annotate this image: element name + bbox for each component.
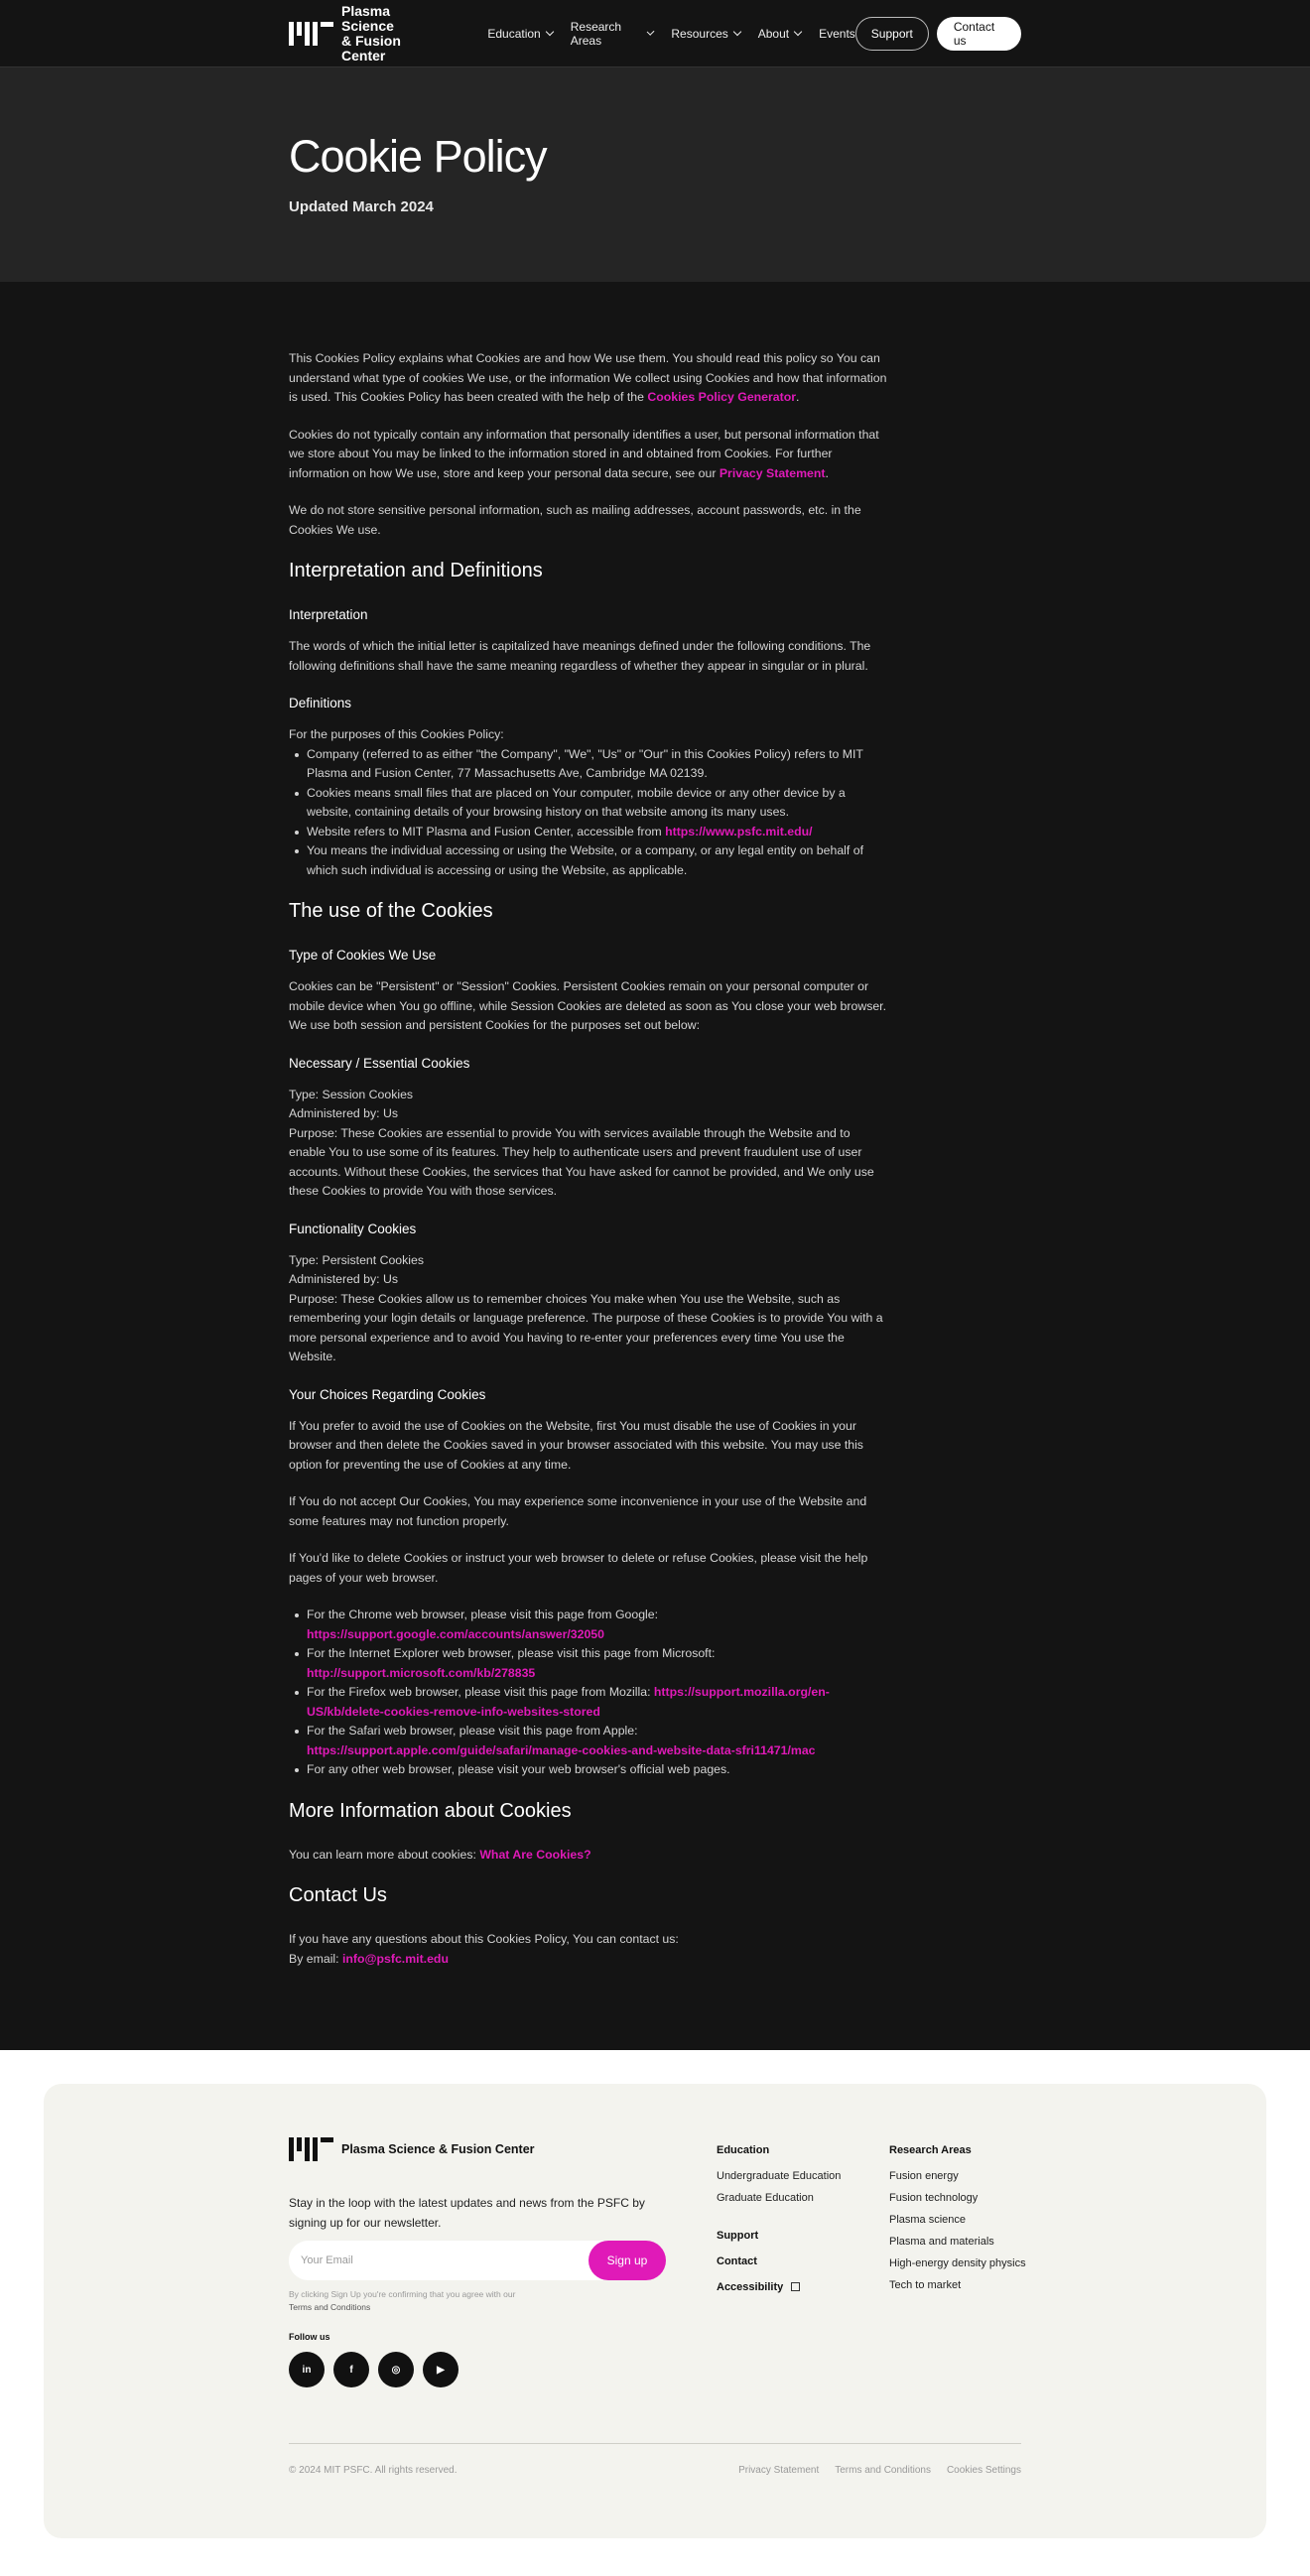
youtube-icon[interactable]: ▶ <box>423 2352 458 2387</box>
fine-print-text: By clicking Sign Up you're confirming that you agree with our <box>289 2289 516 2299</box>
heading-your-choices: Your Choices Regarding Cookies <box>289 1386 486 1402</box>
browser-firefox-text: For the Firefox web browser, please visit this page from Mozilla: <box>307 1685 654 1699</box>
policy-content <box>0 282 1310 2050</box>
choices-paragraph-2: If You do not accept Our Cookies, You may experience some inconvenience in your use of the Website and some features may not function properly. <box>289 1494 867 1528</box>
newsletter-form <box>289 2241 666 2280</box>
definition-you: You means the individual accessing or using the Website, or a company, or any legal entity on behalf of which such individual is accessing or using the Website, as applicable. <box>289 841 888 880</box>
nav-research-label: Research Areas <box>570 20 622 48</box>
sensitive-info-paragraph: We do not store sensitive personal information, such as mailing addresses, account passwords, etc. in the Cookies We use. <box>289 503 861 537</box>
definition-company: Company (referred to as either "the Company", "We", "Us" or "Our" in this Cookies Policy) refers to MIT Plasma and Fusion Center, 77 Massachusetts Ave, Cambridge MA 02139. <box>289 745 888 784</box>
browser-safari-item <box>289 1722 888 1760</box>
page-title: Cookie Policy <box>289 131 547 182</box>
main-menu <box>487 20 854 48</box>
personal-info-text: Cookies do not typically contain any information that personally identifies a user, but personal information that we store about You may be linked to the information stored in and obtained from Cookies. For further information on how We use, store and keep your personal data secure, see our <box>289 427 879 480</box>
nav-about[interactable] <box>758 20 801 48</box>
accessibility-label: Accessibility <box>717 2281 784 2293</box>
browser-ie-text: For the Internet Explorer web browser, please visit this page from Microsoft: <box>307 1646 716 1660</box>
logo-line-2: & Fusion Center <box>341 33 401 64</box>
footer-logo[interactable] <box>289 2137 535 2161</box>
interpretation-text: The words of which the initial letter is capitalized have meanings defined under the following conditions. The following definitions shall have the same meaning regardless of whether they appear in singular or in plural. <box>289 639 871 673</box>
functionality-admin: Administered by: Us <box>289 1272 399 1286</box>
functionality-cookies-paragraph <box>289 1251 888 1367</box>
follow-us-label: Follow us <box>289 2332 330 2342</box>
nav-education[interactable] <box>487 20 552 48</box>
intro-paragraph: This Cookies Policy explains what Cookies are and how We use them. You should read this policy so You can understand what type of cookies We use, or the information We collect using Cookies and how that information is used. This Cookies Policy has been created with the help of the Cookies Policy Generator. <box>289 351 887 404</box>
functionality-purpose: Purpose: These Cookies allow us to remember choices You make when You use the Website, such as remembering your login details or language preference. The purpose of these Cookies is to provide You with a more personal experience and to avoid You having to re-enter your preferences every time You use the Website. <box>289 1291 883 1363</box>
cookies-settings-link[interactable]: Cookies Settings <box>946 2465 1021 2476</box>
browser-safari-text: For the Safari web browser, please visit this page from Apple: <box>307 1724 638 1738</box>
contact-text: If you have any questions about this Cookies Policy, You can contact us: <box>289 1932 679 1946</box>
footer-support-link[interactable]: Support <box>717 2230 759 2242</box>
footer-link-undergraduate[interactable]: Undergraduate Education <box>717 2170 842 2182</box>
necessary-admin: Administered by: Us <box>289 1106 399 1120</box>
external-link-icon <box>791 2282 800 2291</box>
chevron-down-icon <box>733 28 741 36</box>
footer-link-graduate[interactable]: Graduate Education <box>717 2192 814 2204</box>
privacy-statement-footer-link[interactable]: Privacy Statement <box>738 2465 820 2476</box>
psfc-website-link[interactable]: https://www.psfc.mit.edu/ <box>665 824 813 838</box>
terms-link[interactable]: Terms and Conditions <box>289 2302 371 2312</box>
heading-definitions: Definitions <box>289 696 352 710</box>
facebook-icon[interactable]: f <box>333 2352 369 2387</box>
heading-use-of-cookies: The use of the Cookies <box>289 900 493 922</box>
chrome-help-link[interactable]: https://support.google.com/accounts/answer/32050 <box>307 1626 604 1641</box>
browser-chrome-text: For the Chrome web browser, please visit this page from Google: <box>307 1608 659 1621</box>
footer-divider <box>289 2443 1021 2444</box>
footer-link-plasma-science[interactable]: Plasma science <box>889 2214 967 2226</box>
functionality-type: Type: Persistent Cookies <box>289 1252 425 1267</box>
footer-column-education <box>717 2139 841 2302</box>
heading-types-of-cookies: Type of Cookies We Use <box>289 948 437 963</box>
footer-wrapper <box>0 2050 1310 2576</box>
definition-cookies: Cookies means small files that are placed on Your computer, mobile device or any other device by a website, containing details of your browsing history on that website among its many uses. <box>289 784 888 823</box>
signup-button[interactable]: Sign up <box>589 2241 666 2280</box>
what-are-cookies-link[interactable]: What Are Cookies? <box>479 1847 591 1862</box>
site-footer <box>44 2084 1266 2538</box>
safari-help-link[interactable]: https://support.apple.com/guide/safari/manage-cookies-and-website-data-sfri11471/mac <box>307 1742 816 1757</box>
chevron-down-icon <box>647 28 655 36</box>
logo-line-1: Plasma Science <box>341 3 394 34</box>
footer-column-research <box>889 2139 1026 2296</box>
chevron-down-icon <box>794 28 802 36</box>
necessary-type: Type: Session Cookies <box>289 1087 414 1101</box>
cookies-policy-generator-link[interactable]: Cookies Policy Generator <box>647 390 797 404</box>
footer-accessibility-link[interactable] <box>717 2276 841 2298</box>
social-links <box>289 2352 458 2387</box>
types-text-2: We use both session and persistent Cookies for the purposes set out below: <box>289 1018 701 1032</box>
heading-necessary-cookies: Necessary / Essential Cookies <box>289 1055 470 1071</box>
terms-conditions-footer-link[interactable]: Terms and Conditions <box>835 2465 931 2476</box>
definitions-list <box>289 745 888 881</box>
definitions-intro: For the purposes of this Cookies Policy: <box>289 727 504 741</box>
site-logo[interactable] <box>289 4 443 64</box>
footer-education-heading[interactable]: Education <box>717 2144 770 2156</box>
personal-info-paragraph: Cookies do not typically contain any information that personally identifies a user, but personal information that we store about You may be linked to the information stored in and obtained from Cookies. For further information on how We use, store and keep your personal data secure, see our Privacy Statement. <box>289 427 879 480</box>
contact-us-button[interactable]: Contact us <box>937 17 1021 51</box>
nav-buttons <box>855 17 1021 51</box>
contact-email-link[interactable]: info@psfc.mit.edu <box>342 1951 449 1966</box>
types-paragraph <box>289 977 888 1036</box>
footer-link-plasma-materials[interactable]: Plasma and materials <box>889 2236 994 2248</box>
nav-resources-label: Resources <box>671 27 728 41</box>
contact-email-label: By email: <box>289 1951 342 1966</box>
more-info-paragraph <box>289 1846 888 1866</box>
chevron-down-icon <box>545 28 553 36</box>
footer-logo-text: Plasma Science & Fusion Center <box>341 2142 535 2156</box>
definition-website <box>289 823 888 842</box>
copyright: © 2024 MIT PSFC. All rights reserved. <box>289 2465 458 2476</box>
more-info-text: You can learn more about cookies: <box>289 1847 480 1862</box>
signup-fine-print <box>289 2288 547 2314</box>
hero-banner <box>0 67 1310 282</box>
mit-logo-icon <box>289 2137 333 2161</box>
nav-education-label: Education <box>487 27 541 41</box>
privacy-statement-link[interactable]: Privacy Statement <box>719 465 826 480</box>
newsletter-text: Stay in the loop with the latest updates and news from the PSFC by signing up for our newsletter. <box>289 2196 645 2230</box>
footer-link-tech-to-market[interactable]: Tech to market <box>889 2279 962 2291</box>
necessary-purpose: Purpose: These Cookies are essential to provide You with services available through the Website and to enable You to use some of its features. They help to authenticate users and prevent fraudulent use of user accounts. Without these Cookies, the services that You have asked for cannot be provided, and We only use these Cookies to provide You with those services. <box>289 1125 874 1198</box>
definition-website-text: Website refers to MIT Plasma and Fusion Center, accessible from <box>307 824 666 838</box>
nav-research-areas[interactable] <box>571 20 654 48</box>
choices-paragraph-3: If You'd like to delete Cookies or instruct your web browser to delete or refuse Cookies, please visit the help pages of your web browser. <box>289 1551 868 1585</box>
nav-about-label: About <box>757 27 790 41</box>
heading-contact-us: Contact Us <box>289 1884 387 1906</box>
instagram-icon[interactable]: ◎ <box>378 2352 414 2387</box>
nav-resources[interactable] <box>671 20 739 48</box>
intro-text: This Cookies Policy explains what Cookies are and how We use them. You should read this policy so You can understand what type of cookies We use, or the information We collect using Cookies and how that information is used. This Cookies Policy has been created with the help of the <box>289 351 887 404</box>
types-text: Cookies can be "Persistent" or "Session" Cookies. Persistent Cookies remain on your personal computer or mobile device when You go offline, while Session Cookies are deleted as soon as You close your web browser. <box>289 979 887 1013</box>
updated-date: Updated March 2024 <box>289 198 434 215</box>
necessary-cookies-paragraph <box>289 1086 888 1202</box>
legal-links <box>738 2465 1021 2476</box>
heading-interpretation: Interpretation <box>289 607 368 622</box>
firefox-help-link[interactable]: https://support.mozilla.org/en-US/kb/delete-cookies-remove-info-websites-stored <box>307 1685 830 1719</box>
contact-paragraph <box>289 1930 888 1969</box>
email-input[interactable] <box>289 2241 577 2280</box>
browser-ie-item <box>289 1644 888 1683</box>
browser-chrome-item <box>289 1606 888 1644</box>
nav-events[interactable]: Events <box>819 27 855 41</box>
footer-link-hed-physics[interactable]: High-energy density physics <box>889 2257 1026 2269</box>
footer-link-fusion-technology[interactable]: Fusion technology <box>889 2192 979 2204</box>
choices-paragraph-1: If You prefer to avoid the use of Cookies on the Website, first You must disable the use of Cookies in your browser and then delete the Cookies saved in your browser associated with this website. You may use this option for preventing the use of Cookies at any time. <box>289 1418 863 1472</box>
footer-contact-link[interactable]: Contact <box>717 2255 757 2267</box>
footer-research-heading[interactable]: Research Areas <box>889 2144 972 2156</box>
linkedin-icon[interactable]: in <box>289 2352 325 2387</box>
footer-link-fusion-energy[interactable]: Fusion energy <box>889 2170 959 2182</box>
ie-help-link[interactable]: http://support.microsoft.com/kb/278835 <box>307 1665 536 1680</box>
heading-more-information: More Information about Cookies <box>289 1799 572 1822</box>
heading-interpretation-definitions: Interpretation and Definitions <box>289 560 543 581</box>
mit-logo-icon <box>289 22 333 46</box>
heading-functionality-cookies: Functionality Cookies <box>289 1221 417 1236</box>
browser-other-item: For any other web browser, please visit your web browser's official web pages. <box>289 1760 888 1780</box>
browser-firefox-item <box>289 1683 888 1722</box>
browser-help-list <box>289 1606 888 1780</box>
top-nav <box>0 0 1310 67</box>
support-button[interactable]: Support <box>855 17 929 51</box>
